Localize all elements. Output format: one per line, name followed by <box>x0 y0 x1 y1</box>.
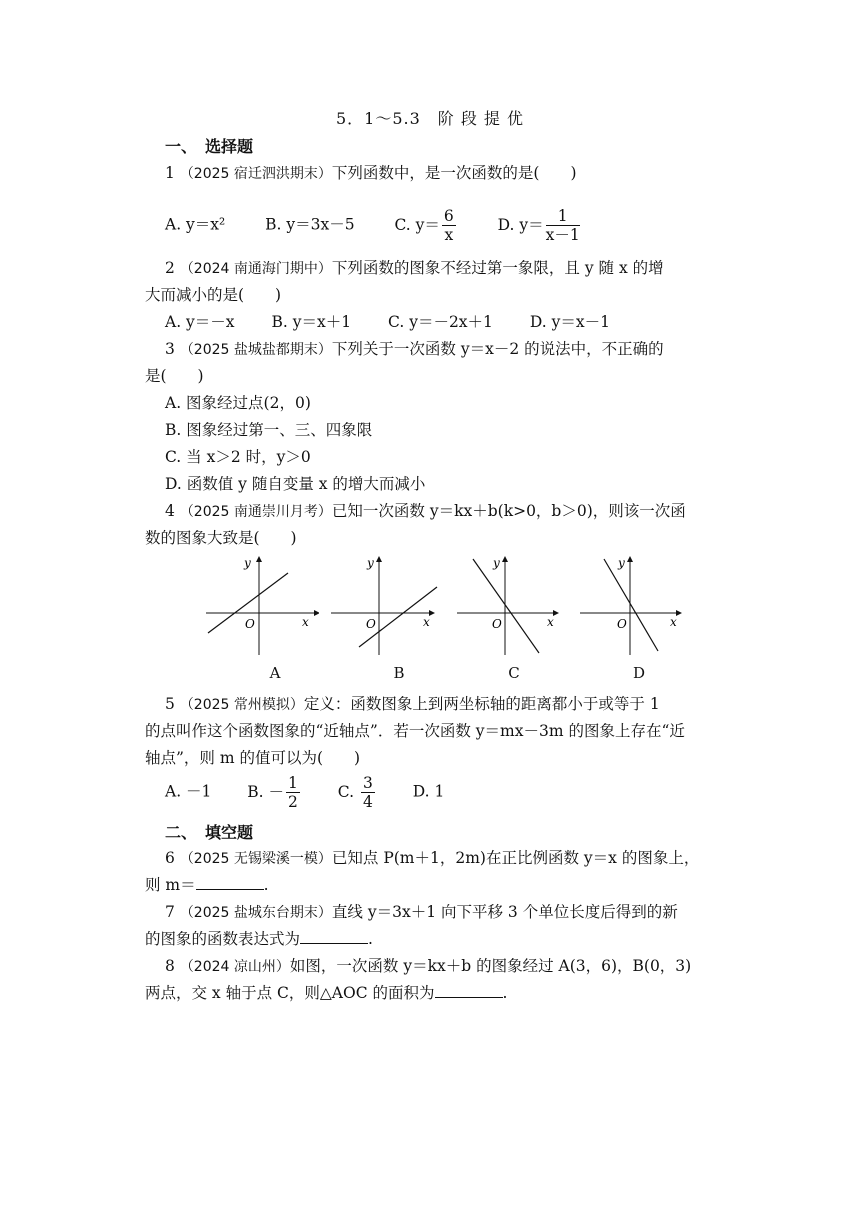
question-number: 8 <box>165 957 175 975</box>
question-5-options <box>165 774 444 811</box>
graph-a <box>204 555 319 660</box>
question-number: 6 <box>165 849 175 867</box>
option-c: C. y＝ $\frac{6}{x}$ <box>394 207 454 244</box>
question-source: （2025 盐城东台期末） <box>179 905 332 921</box>
question-number: 4 <box>165 502 175 520</box>
question-3 <box>165 339 664 360</box>
option-a: A. 图象经过点(2，0) <box>165 394 311 412</box>
question-text: 已知点 P(m＋1，2m)在正比例函数 y＝x 的图象上， <box>331 849 700 867</box>
question-number: 7 <box>165 903 175 921</box>
option-a: A. －1 <box>165 782 212 801</box>
y-axis-label: y <box>367 556 374 570</box>
origin-label: O <box>366 617 376 631</box>
question-text: 如图，一次函数 y＝kx＋b 的图象经过 A(3，6)，B(0，3) <box>289 957 692 975</box>
graph-d <box>578 555 693 660</box>
option-b: B. 图象经过第一、三、四象限 <box>165 421 373 439</box>
origin-label: O <box>492 617 502 631</box>
section-fill-heading: 二、 填空题 <box>165 823 254 842</box>
y-axis-label: y <box>244 556 251 570</box>
question-text: 下列关于一次函数 y＝x－2 的说法中，不正确的 <box>331 340 664 358</box>
option-c: C. 当 x＞2 时，y＞0 <box>165 448 311 466</box>
question-source: （2025 宿迁泗洪期末） <box>179 166 332 182</box>
function-line <box>604 559 658 651</box>
question-4 <box>165 501 686 522</box>
option-b: B. y＝x＋1 <box>271 313 352 331</box>
y-axis-label: y <box>618 556 625 570</box>
x-axis-arrow <box>314 610 319 616</box>
question-text: 直线 y＝3x＋1 向下平移 3 个单位长度后得到的新 <box>331 903 678 921</box>
graph-label-b: B <box>393 664 405 682</box>
question-1-options <box>165 207 582 244</box>
option-c: C. $\frac{3}{4}$ <box>337 774 373 811</box>
answer-blank[interactable] <box>435 983 503 998</box>
question-number: 1 <box>165 164 175 182</box>
question-7 <box>165 902 678 923</box>
question-source: （2025 南通崇川月考） <box>179 504 332 520</box>
question-source: （2025 盐城盐都期末） <box>179 342 332 358</box>
x-axis-label: x <box>670 615 677 629</box>
graph-c <box>455 555 570 660</box>
question-7-text-cont: 的图象的函数表达式为 . <box>145 930 373 948</box>
option-d: D. y＝x－1 <box>529 313 610 331</box>
question-6-text-cont: 则 m＝ . <box>145 876 269 894</box>
question-text: 定义：函数图象上到两坐标轴的距离都小于或等于 1 <box>303 695 660 713</box>
graph-label-c: C <box>508 664 520 682</box>
function-line <box>473 559 539 653</box>
option-d: D. y＝ $\frac{1}{x-1}$ <box>497 207 580 244</box>
question-8 <box>165 956 691 977</box>
question-number: 3 <box>165 340 175 358</box>
question-2-options <box>165 312 642 332</box>
question-3-text-cont: 是( ) <box>145 367 204 385</box>
question-4-text-cont: 数的图象大致是( ) <box>145 529 297 547</box>
x-axis-label: x <box>302 615 309 629</box>
question-6 <box>165 848 699 869</box>
graph-label-a: A <box>269 664 281 682</box>
question-source: （2025 常州模拟） <box>179 697 304 713</box>
option-a: A. y＝－x <box>165 313 235 331</box>
y-axis-label: y <box>493 556 500 570</box>
question-text: 下列函数中，是一次函数的是( ) <box>331 164 577 182</box>
question-source: （2024 凉山州） <box>179 959 290 975</box>
section-choice-heading: 一、 选择题 <box>165 137 254 156</box>
question-5 <box>165 694 660 715</box>
origin-label: O <box>245 617 255 631</box>
question-source: （2024 南通海门期中） <box>179 261 332 277</box>
question-source: （2025 无锡梁溪一模） <box>179 851 332 867</box>
option-a: A. y＝x² <box>165 215 226 234</box>
page-title: 5．1～5.3 阶 段 提 优 <box>335 109 525 128</box>
question-8-text-cont: 两点，交 x 轴于点 C，则△AOC 的面积为 . <box>145 984 508 1002</box>
y-axis-arrow <box>256 556 262 562</box>
option-b: B. － $\frac{1}{2}$ <box>247 774 298 811</box>
question-5-text-cont: 的点叫作这个函数图象的“近轴点”．若一次函数 y＝mx－3m 的图象上存在“近 <box>145 722 685 740</box>
answer-blank[interactable] <box>196 875 264 890</box>
option-d: D. 1 <box>412 782 445 801</box>
question-2 <box>165 258 664 279</box>
question-number: 5 <box>165 695 175 713</box>
question-1 <box>165 163 577 184</box>
graph-label-d: D <box>632 664 646 682</box>
question-text: 已知一次函数 y＝kx＋b(k>0，b＞0)，则该一次函 <box>331 502 686 520</box>
question-5-text-cont-2: 轴点”，则 m 的值可以为( ) <box>145 749 361 767</box>
option-c: C. y＝－2x＋1 <box>388 313 493 331</box>
question-number: 2 <box>165 259 175 277</box>
x-axis-label: x <box>547 615 554 629</box>
answer-blank[interactable] <box>300 929 368 944</box>
question-text: 下列函数的图象不经过第一象限，且 y 随 x 的增 <box>331 259 664 277</box>
question-2-text-cont: 大而减小的是( ) <box>145 286 282 304</box>
graph-b <box>329 555 444 660</box>
option-b: B. y＝3x－5 <box>265 215 355 234</box>
x-axis-label: x <box>423 615 430 629</box>
origin-label: O <box>617 617 627 631</box>
option-d: D. 函数值 y 随自变量 x 的增大而减小 <box>165 475 426 493</box>
